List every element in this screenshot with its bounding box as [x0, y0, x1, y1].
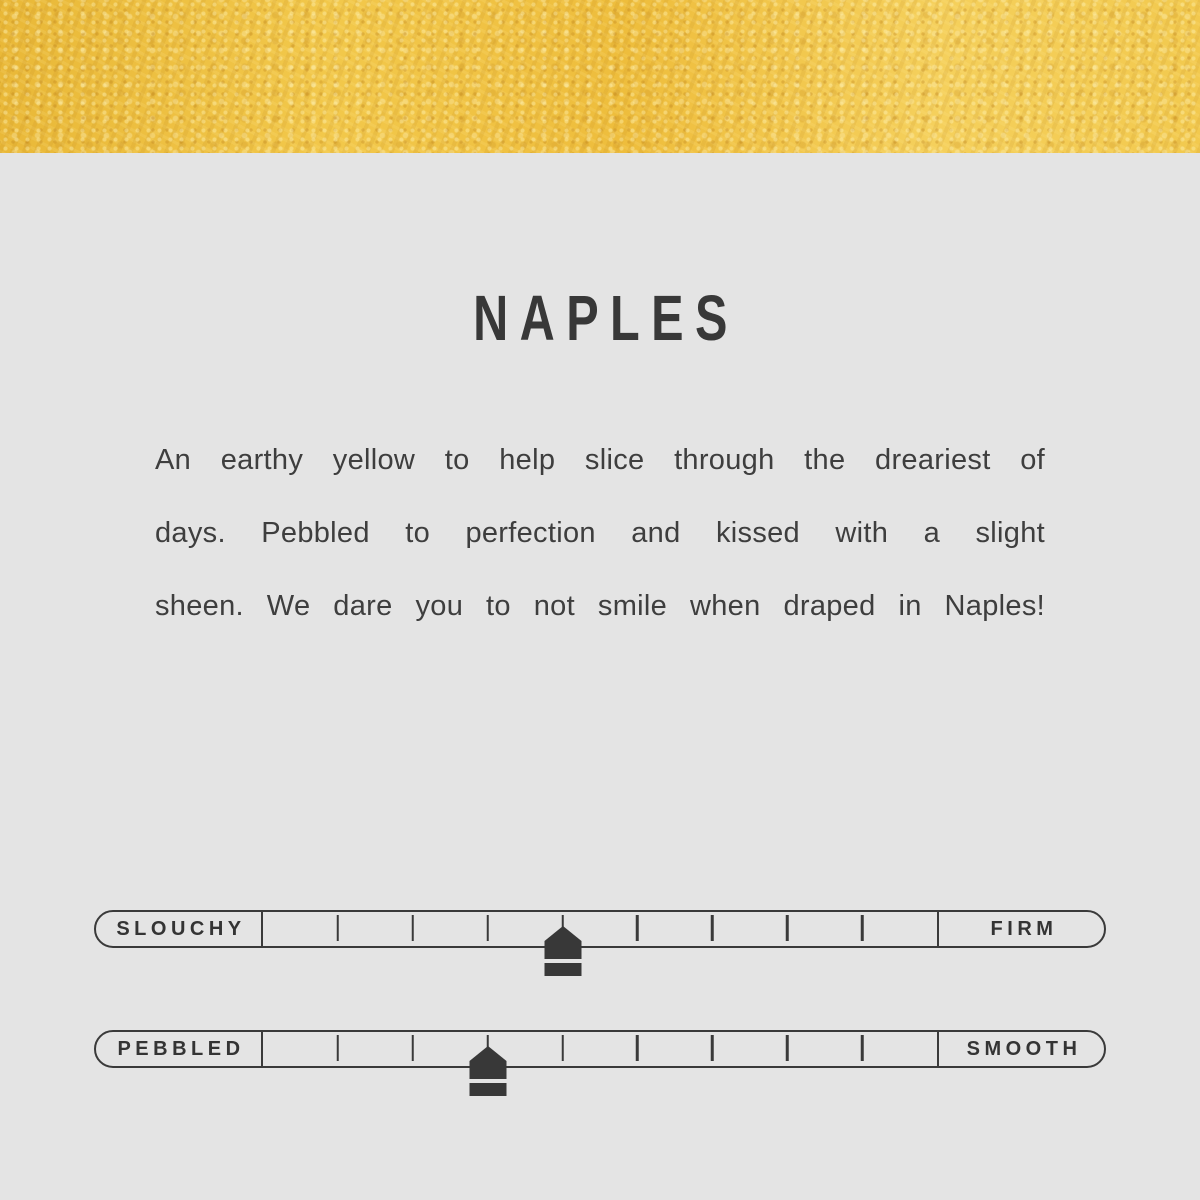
tick-mark	[711, 915, 714, 941]
texture-scale	[94, 1030, 1106, 1068]
description-line: An earthy yellow to help slice through the dreariest of	[155, 444, 1045, 476]
tick-mark	[486, 915, 489, 941]
scale-label-firm: FIRM	[937, 912, 1104, 946]
scale-label-smooth: SMOOTH	[937, 1032, 1104, 1066]
tick-mark	[786, 1035, 789, 1061]
color-name: NAPLES	[472, 282, 739, 354]
tick-mark	[711, 1035, 714, 1061]
structure-scale	[94, 910, 1106, 948]
tick-mark	[636, 915, 639, 941]
leather-texture-banner	[0, 0, 1200, 153]
tick-mark	[786, 915, 789, 941]
tick-mark	[412, 915, 415, 941]
texture-scale-marker	[469, 1046, 506, 1096]
description-line: sheen. We dare you to not smile when draped in Naples!	[155, 590, 1045, 622]
texture-scale-track	[263, 1032, 937, 1066]
tick-mark	[636, 1035, 639, 1061]
description-line: days. Pebbled to perfection and kissed with a slight	[155, 517, 1045, 549]
tick-mark	[861, 915, 864, 941]
color-description	[155, 424, 1045, 643]
structure-scale-track	[263, 912, 937, 946]
tick-mark	[861, 1035, 864, 1061]
tick-mark	[337, 1035, 340, 1061]
page-title	[0, 282, 1200, 354]
scale-label-slouchy: SLOUCHY	[96, 912, 263, 946]
tick-mark	[561, 1035, 564, 1061]
tick-mark	[412, 1035, 415, 1061]
structure-scale-marker	[544, 926, 581, 976]
scale-label-pebbled: PEBBLED	[96, 1032, 263, 1066]
tick-mark	[337, 915, 340, 941]
